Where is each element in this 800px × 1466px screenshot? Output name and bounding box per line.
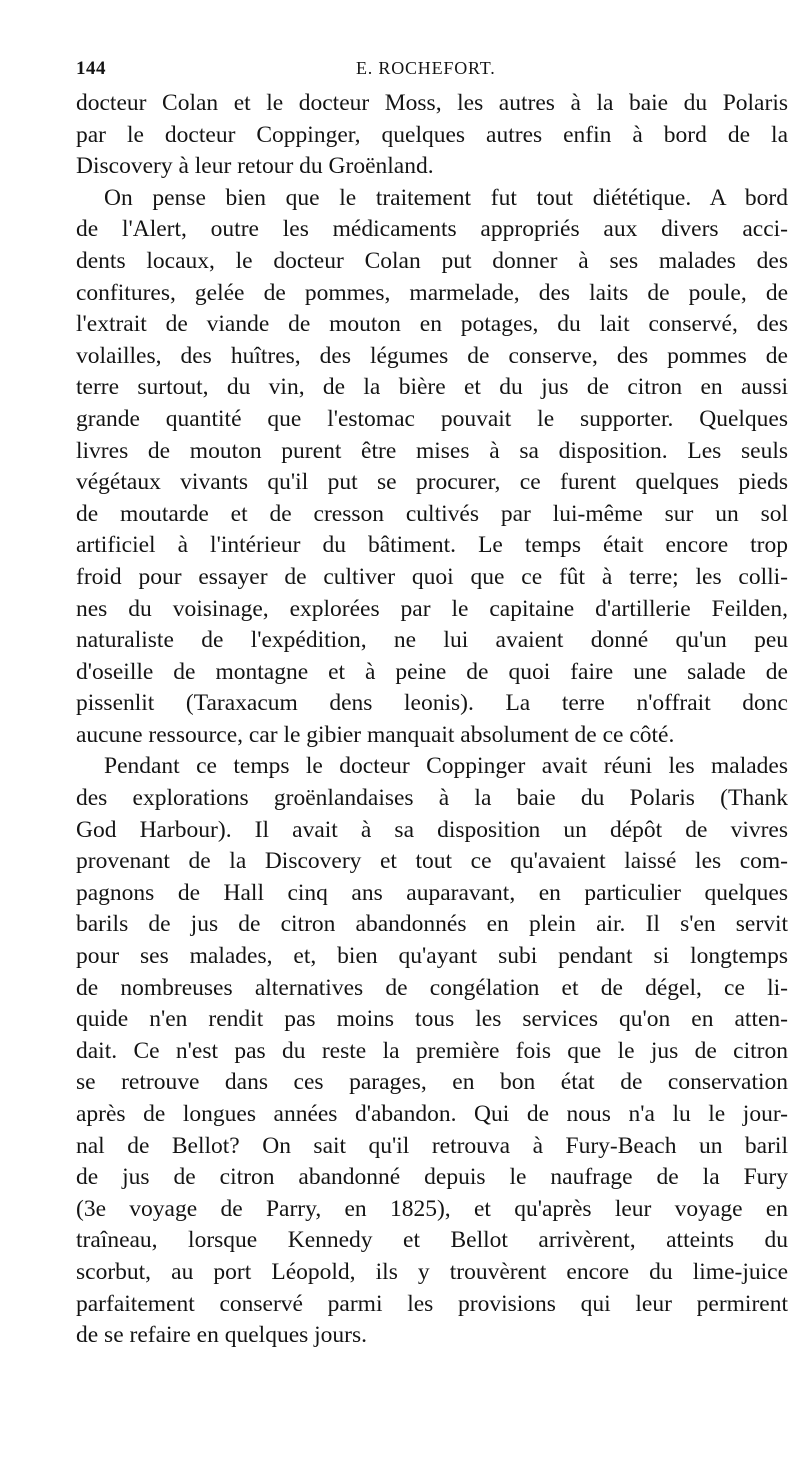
text-line: pissenlit (Taraxacum dens leonis). La terre n'offrait donc	[76, 690, 788, 717]
text-line: artificiel à l'intérieur du bâtiment. Le temps était encore trop	[76, 532, 788, 559]
text-line: Discovery à leur retour du Groënland.	[76, 153, 434, 180]
text-line: de se refaire en quelques jours.	[76, 1322, 368, 1349]
text-line: se retrouve dans ces parages, en bon état de conservation	[76, 1069, 788, 1096]
text-line: traîneau, lorsque Kennedy et Bellot arrivèrent, atteints du	[76, 1227, 788, 1254]
text-line: de moutarde et de cresson cultivés par lui-même sur un sol	[76, 500, 788, 527]
text-line: God Harbour). Il avait à sa disposition un dépôt de vivres	[76, 816, 788, 843]
text-line: quide n'en rendit pas moins tous les services qu'on en atten-	[76, 1006, 788, 1033]
text-line: volailles, des huîtres, des légumes de conserve, des pommes de	[76, 342, 788, 369]
text-line: parfaitement conservé parmi les provisions qui leur permirent	[76, 1290, 788, 1317]
text-line: froid pour essayer de cultiver quoi que ce fût à terre; les colli-	[76, 563, 788, 590]
text-line: pour ses malades, et, bien qu'ayant subi pendant si longtemps	[76, 943, 788, 970]
text-line: pagnons de Hall cinq ans auparavant, en particulier quelques	[76, 879, 788, 906]
text-line: nes du voisinage, explorées par le capitaine d'artillerie Feilden,	[76, 595, 788, 622]
text-line: de l'Alert, outre les médicaments appropriés aux divers acci-	[76, 216, 788, 243]
text-line: grande quantité que l'estomac pouvait le supporter. Quelques	[76, 405, 788, 432]
text-line: scorbut, au port Léopold, ils y trouvèrent encore du lime-juice	[76, 1258, 788, 1285]
text-line: provenant de la Discovery et tout ce qu'avaient laissé les com-	[76, 848, 788, 875]
text-line: l'extrait de viande de mouton en potages, du lait conservé, des	[76, 311, 788, 338]
text-line: dents locaux, le docteur Colan put donner à ses malades des	[76, 247, 788, 274]
text-line: d'oseille de montagne et à peine de quoi faire une salade de	[76, 658, 788, 685]
running-head	[76, 58, 786, 88]
text-line: livres de mouton purent être mises à sa disposition. Les seuls	[76, 437, 788, 464]
body-text	[76, 88, 788, 1352]
text-line: végétaux vivants qu'il put se procurer, ce furent quelques pieds	[76, 469, 788, 496]
text-line: des explorations groënlandaises à la baie du Polaris (Thank	[76, 785, 788, 812]
text-line: aucune ressource, car le gibier manquait absolument de ce côté.	[76, 721, 675, 748]
text-line: Pendant ce temps le docteur Coppinger avait réuni les malades	[104, 753, 788, 780]
text-line: de nombreuses alternatives de congélation et de dégel, ce li-	[76, 974, 788, 1001]
text-line: terre surtout, du vin, de la bière et du jus de citron en aussi	[76, 374, 788, 401]
text-line: nal de Bellot? On sait qu'il retrouva à Fury-Beach un baril	[76, 1132, 788, 1159]
text-line: barils de jus de citron abandonnés en plein air. Il s'en servit	[76, 911, 788, 938]
text-line: dait. Ce n'est pas du reste la première fois que le jus de citron	[76, 1037, 788, 1064]
text-line: de jus de citron abandonné depuis le naufrage de la Fury	[76, 1164, 788, 1191]
text-line: naturaliste de l'expédition, ne lui avaient donné qu'un peu	[76, 627, 788, 654]
page-number: 144	[76, 58, 106, 79]
text-line: docteur Colan et le docteur Moss, les autres à la baie du Polaris	[76, 90, 788, 116]
text-line: après de longues années d'abandon. Qui de nous n'a lu le jour-	[76, 1101, 788, 1127]
text-line: On pense bien que le traitement fut tout diététique. A bord	[104, 184, 788, 211]
text-line: (3e voyage de Parry, en 1825), et qu'après leur voyage en	[76, 1195, 788, 1222]
running-title: E. ROCHEFORT.	[356, 58, 496, 78]
text-line: confitures, gelée de pommes, marmelade, des laits de poule, de	[76, 279, 788, 306]
text-line: par le docteur Coppinger, quelques autres enfin à bord de la	[76, 121, 788, 148]
